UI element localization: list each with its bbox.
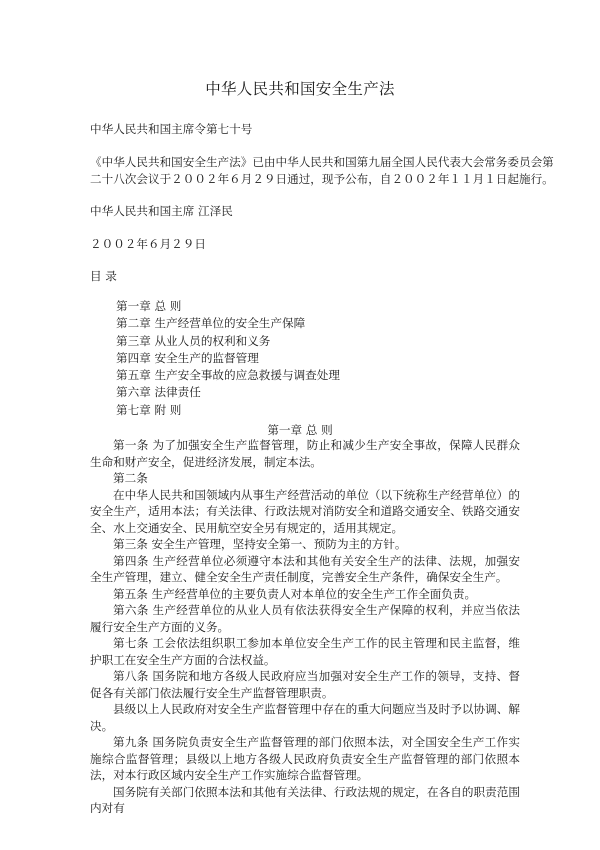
article-paragraph: 第七条 工会依法组织职工参加本单位安全生产工作的民主管理和民主监督，维护职工在安全生产方面的合法权益。 xyxy=(90,636,520,667)
presidential-order-number: 中华人民共和国主席令第七十号 xyxy=(90,122,253,136)
document-title: 中华人民共和国安全生产法 xyxy=(205,80,395,98)
toc-item[interactable]: 第一章 总 则 xyxy=(116,299,182,313)
signing-date: ２００２年６月２９日 xyxy=(90,237,206,251)
article-paragraph: 第四条 生产经营单位必须遵守本法和其他有关安全生产的法律、法规，加强安全生产管理，建立、健全安全生产责任制度，完善安全生产条件，确保安全生产。 xyxy=(90,553,520,584)
toc-item[interactable]: 第七章 附 则 xyxy=(116,402,182,417)
article-paragraph: 第三条 安全生产管理，坚持安全第一、预防为主的方针。 xyxy=(113,537,407,551)
article-paragraph: 国务院有关部门依照本法和其他有关法律、行政法规的规定，在各自的职责范围内对有 xyxy=(90,784,520,815)
toc-item[interactable]: 第六章 法律责任 xyxy=(116,385,201,400)
toc-item[interactable]: 第五章 生产安全事故的应急救援与调查处理 xyxy=(116,368,340,383)
chapter-heading: 第一章 总 则 xyxy=(267,423,333,437)
promulgation-line-2: 二十八次会议于２００２年６月２９日通过，现予公布，自２００２年１１月１日起施行。 xyxy=(90,172,554,186)
article-paragraph: 第六条 生产经营单位的从业人员有依法获得安全生产保障的权利，并应当依法履行安全生产方面的义务。 xyxy=(90,603,520,634)
chapter-body xyxy=(90,437,520,817)
article-paragraph: 第二条 xyxy=(113,471,148,485)
article-paragraph: 县级以上人民政府对安全生产监督管理中存在的重大问题应当及时予以协调、解决。 xyxy=(90,702,520,733)
table-of-contents xyxy=(116,298,340,419)
toc-item[interactable]: 第二章 生产经营单位的安全生产保障 xyxy=(116,316,306,331)
toc-item[interactable]: 第四章 安全生产的监督管理 xyxy=(116,350,259,365)
signature: 中华人民共和国主席 江泽民 xyxy=(90,204,233,218)
article-paragraph: 第一条 为了加强安全生产监督管理，防止和减少生产安全事故，保障人民群众生命和财产安全，促进经济发展，制定本法。 xyxy=(90,438,520,469)
promulgation-line-1: 《中华人民共和国安全生产法》已由中华人民共和国第九届全国人民代表大会常务委员会第 xyxy=(90,155,554,169)
toc-item[interactable]: 第三章 从业人员的权利和义务 xyxy=(116,333,271,348)
article-paragraph: 第八条 国务院和地方各级人民政府应当加强对安全生产工作的领导，支持、督促各有关部门依法履行安全生产监督管理职责。 xyxy=(90,669,520,700)
article-paragraph: 在中华人民共和国领域内从事生产经营活动的单位（以下统称生产经营单位）的安全生产，适用本法；有关法律、行政法规对消防安全和道路交通安全、铁路交通安全、水上交通安全、民用航空安全另有规定的，适用其规定。 xyxy=(90,487,520,535)
article-paragraph: 第九条 国务院负责安全生产监督管理的部门依照本法，对全国安全生产工作实施综合监督管理；县级以上地方各级人民政府负责安全生产监督管理的部门依照本法，对本行政区域内安全生产工作实施综合监督管理。 xyxy=(90,735,520,782)
article-paragraph: 第五条 生产经营单位的主要负责人对本单位的安全生产工作全面负责。 xyxy=(113,586,477,601)
toc-heading: 目 录 xyxy=(90,269,117,283)
